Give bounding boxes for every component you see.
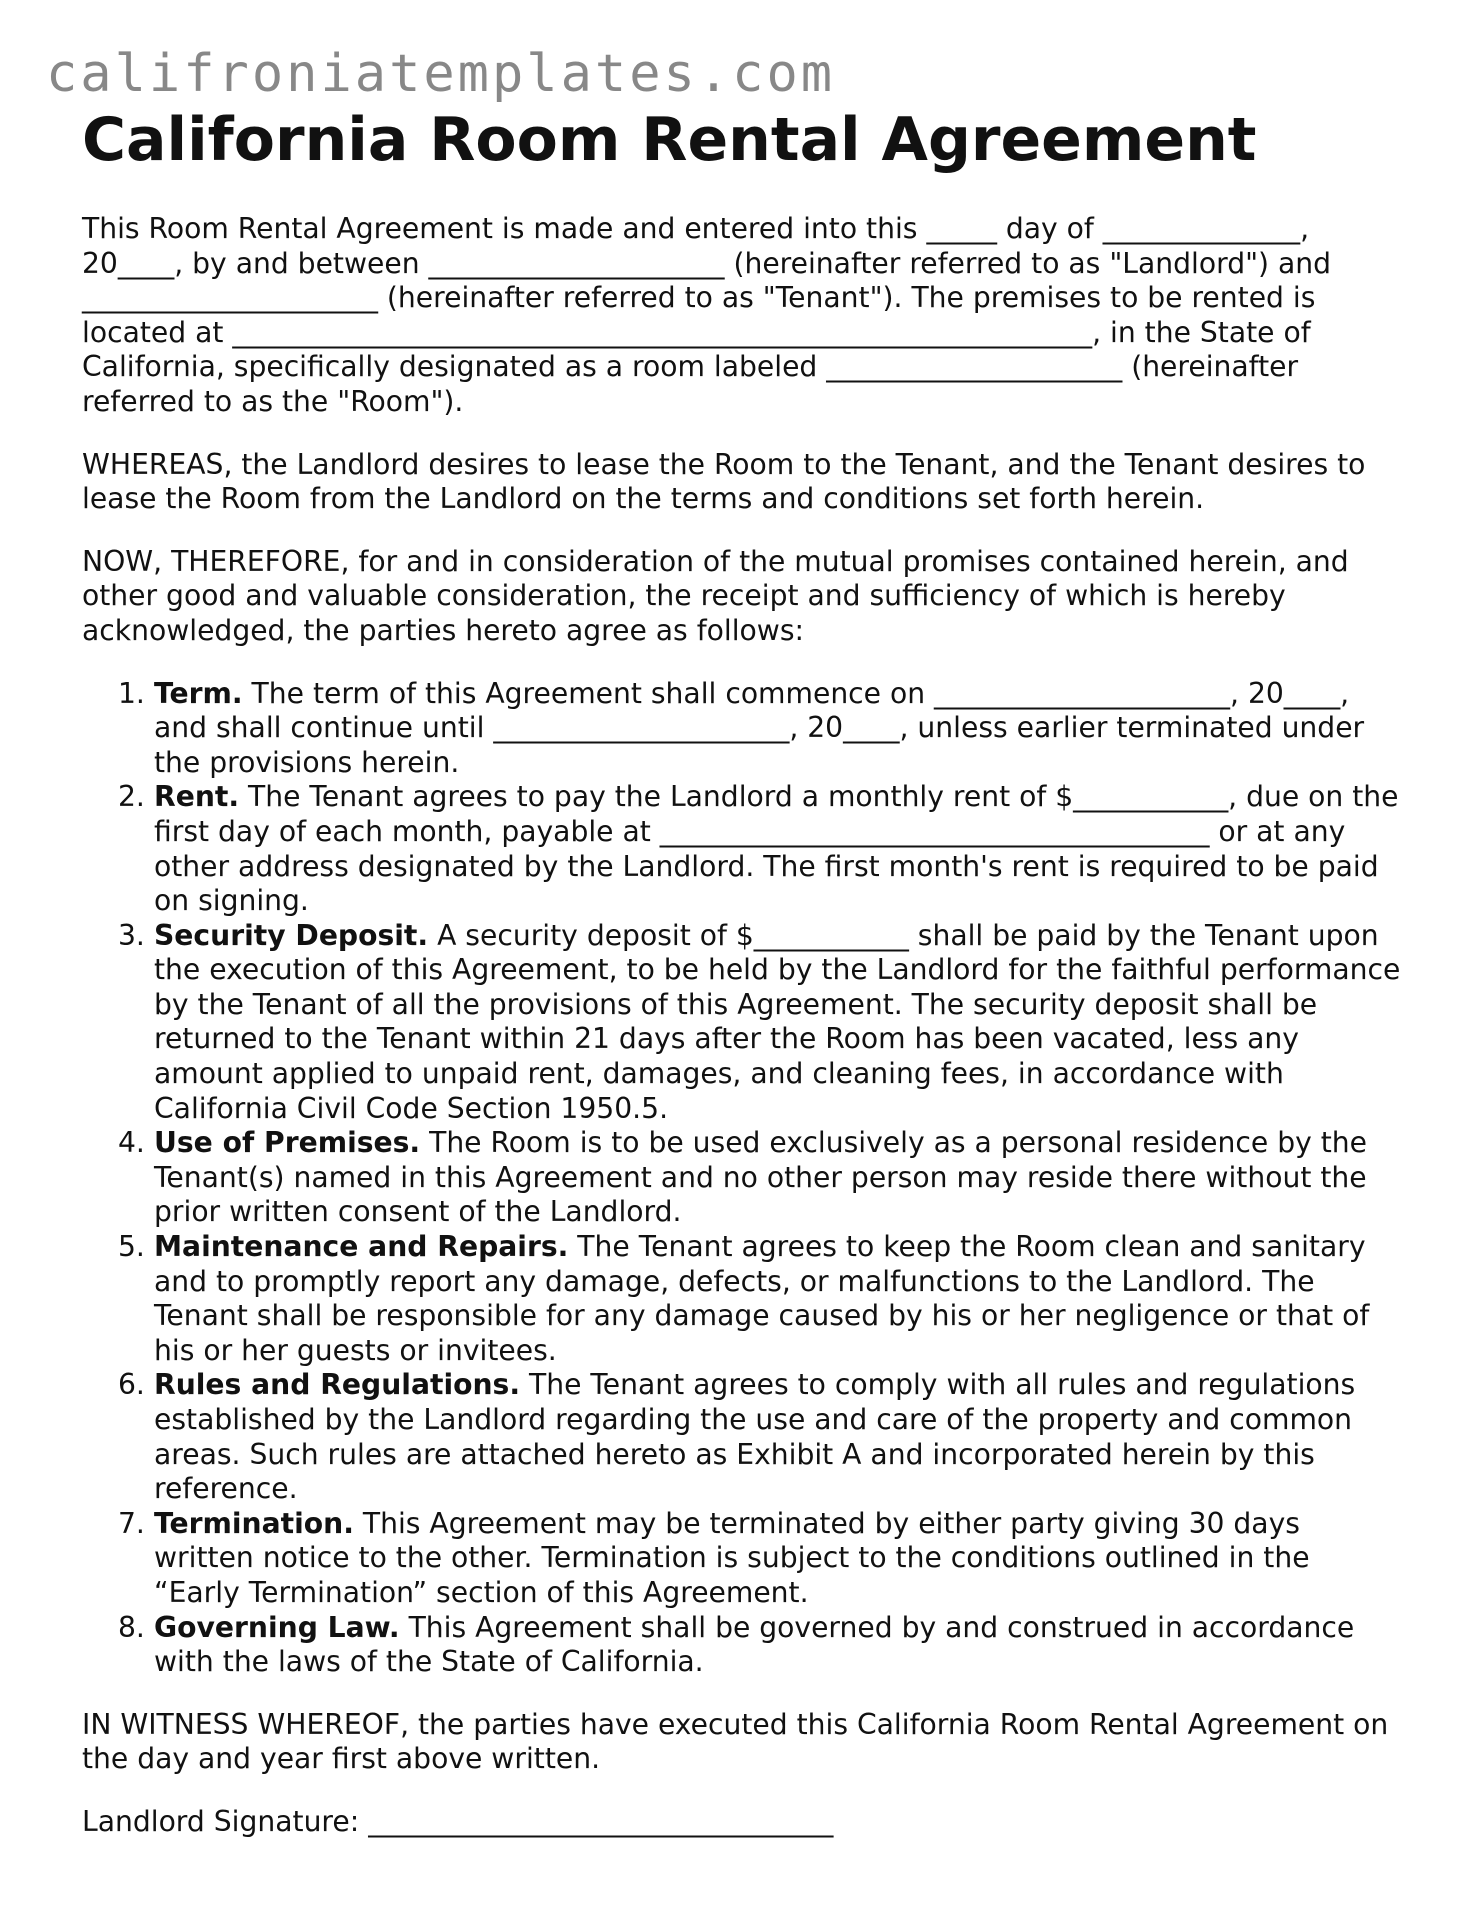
clause-heading: Governing Law. [154, 1610, 400, 1644]
clause-term [82, 677, 1402, 781]
page-title: California Room Rental Agreement [82, 105, 1257, 175]
now-therefore-paragraph: NOW, THEREFORE, for and in consideration of the mutual promises contained herein, and other good and valuable consideration, the receipt and sufficiency of which is hereby acknowledged, the parties hereto agree as follows: [82, 544, 1349, 647]
clause-number: 3. [118, 918, 145, 952]
clause-number: 2. [118, 780, 145, 814]
clause-number: 1. [118, 676, 145, 710]
clause-heading: Rent. [154, 780, 240, 814]
clause-termination [82, 1507, 1402, 1611]
clause-number: 5. [118, 1230, 145, 1264]
clause-rules-regulations [82, 1368, 1402, 1506]
clause-heading: Term. [154, 676, 243, 710]
clause-heading: Termination. [154, 1506, 354, 1540]
clause-text: The Tenant agrees to pay the Landlord a monthly rent of $___________, due on the first day of each month, payable at _______________________________________ or at any other address designated by the Landlord. The first month's rent is required to be paid on signing. [154, 780, 1399, 918]
clause-text: The Room is to be used exclusively as a personal residence by the Tenant(s) named in this Agreement and no other person may reside there without the prior written consent of the Landlord. [154, 1126, 1367, 1229]
landlord-signature-line: Landlord Signature: _________________________________ [82, 1804, 834, 1838]
clause-heading: Maintenance and Repairs. [154, 1230, 569, 1264]
clause-number: 7. [118, 1506, 145, 1540]
clause-governing-law [82, 1611, 1402, 1680]
agreement-body [82, 212, 1402, 1868]
whereas-paragraph: WHEREAS, the Landlord desires to lease the Room to the Tenant, and the Tenant desires to lease the Room from the Landlord on the terms and conditions set forth herein. [82, 447, 1366, 516]
clause-rent [82, 780, 1402, 918]
clause-use-of-premises [82, 1126, 1402, 1230]
clause-maintenance-repairs [82, 1230, 1402, 1368]
clause-heading: Rules and Regulations. [154, 1368, 521, 1402]
clause-text: The Tenant agrees to comply with all rules and regulations established by the Landlord regarding the use and care of the property and common areas. Such rules are attached hereto as Exhibit A and incorporated herein by this reference. [154, 1368, 1356, 1506]
clause-text: A security deposit of $___________ shall be paid by the Tenant upon the execution of this Agreement, to be held by the Landlord for the faithful performance by the Tenant of all the provisions of this Agreement. The security deposit shall be returned to the Tenant within 21 days after the Room has been vacated, less any amount applied to unpaid rent, damages, and cleaning fees, in accordance with California Civil Code Section 1950.5. [154, 918, 1401, 1125]
clause-text: This Agreement may be terminated by either party giving 30 days written notice to the other. Termination is subject to the conditions outlined in the “Early Termination” section of this Agreement. [154, 1506, 1310, 1609]
clause-text: This Agreement shall be governed by and construed in accordance with the laws of the State of California. [154, 1610, 1355, 1679]
clause-text: The term of this Agreement shall commence on _____________________, 20____, and shall continue until _____________________, 20____, unless earlier terminated under the provisions herein. [154, 676, 1365, 779]
clause-security-deposit [82, 919, 1402, 1127]
clause-heading: Security Deposit. [154, 918, 429, 952]
witness-paragraph: IN WITNESS WHEREOF, the parties have executed this California Room Rental Agreement on the day and year first above written. [82, 1707, 1389, 1776]
clause-number: 4. [118, 1126, 145, 1160]
clause-text: The Tenant agrees to keep the Room clean and sanitary and to promptly report any damage, defects, or malfunctions to the Landlord. The Tenant shall be responsible for any damage caused by his or her negligence or that of his or her guests or invitees. [154, 1230, 1370, 1367]
site-watermark: califroniatemplates.com [46, 44, 836, 104]
clause-heading: Use of Premises. [154, 1126, 421, 1160]
intro-paragraph: This Room Rental Agreement is made and entered into this _____ day of ______________, 20____, by and between _____________________ (hereinafter referred to as "Landlord") and _____________________ (hereinafter referred to as "Tenant"). The premises to be rented is located at _____________________________________________________________, in the State of California, specifically designated as a room labeled _____________________ (hereinafter referred to as the "Room"). [82, 212, 1332, 418]
clause-list [82, 677, 1402, 1680]
clause-number: 6. [118, 1368, 145, 1402]
clause-number: 8. [118, 1610, 145, 1644]
